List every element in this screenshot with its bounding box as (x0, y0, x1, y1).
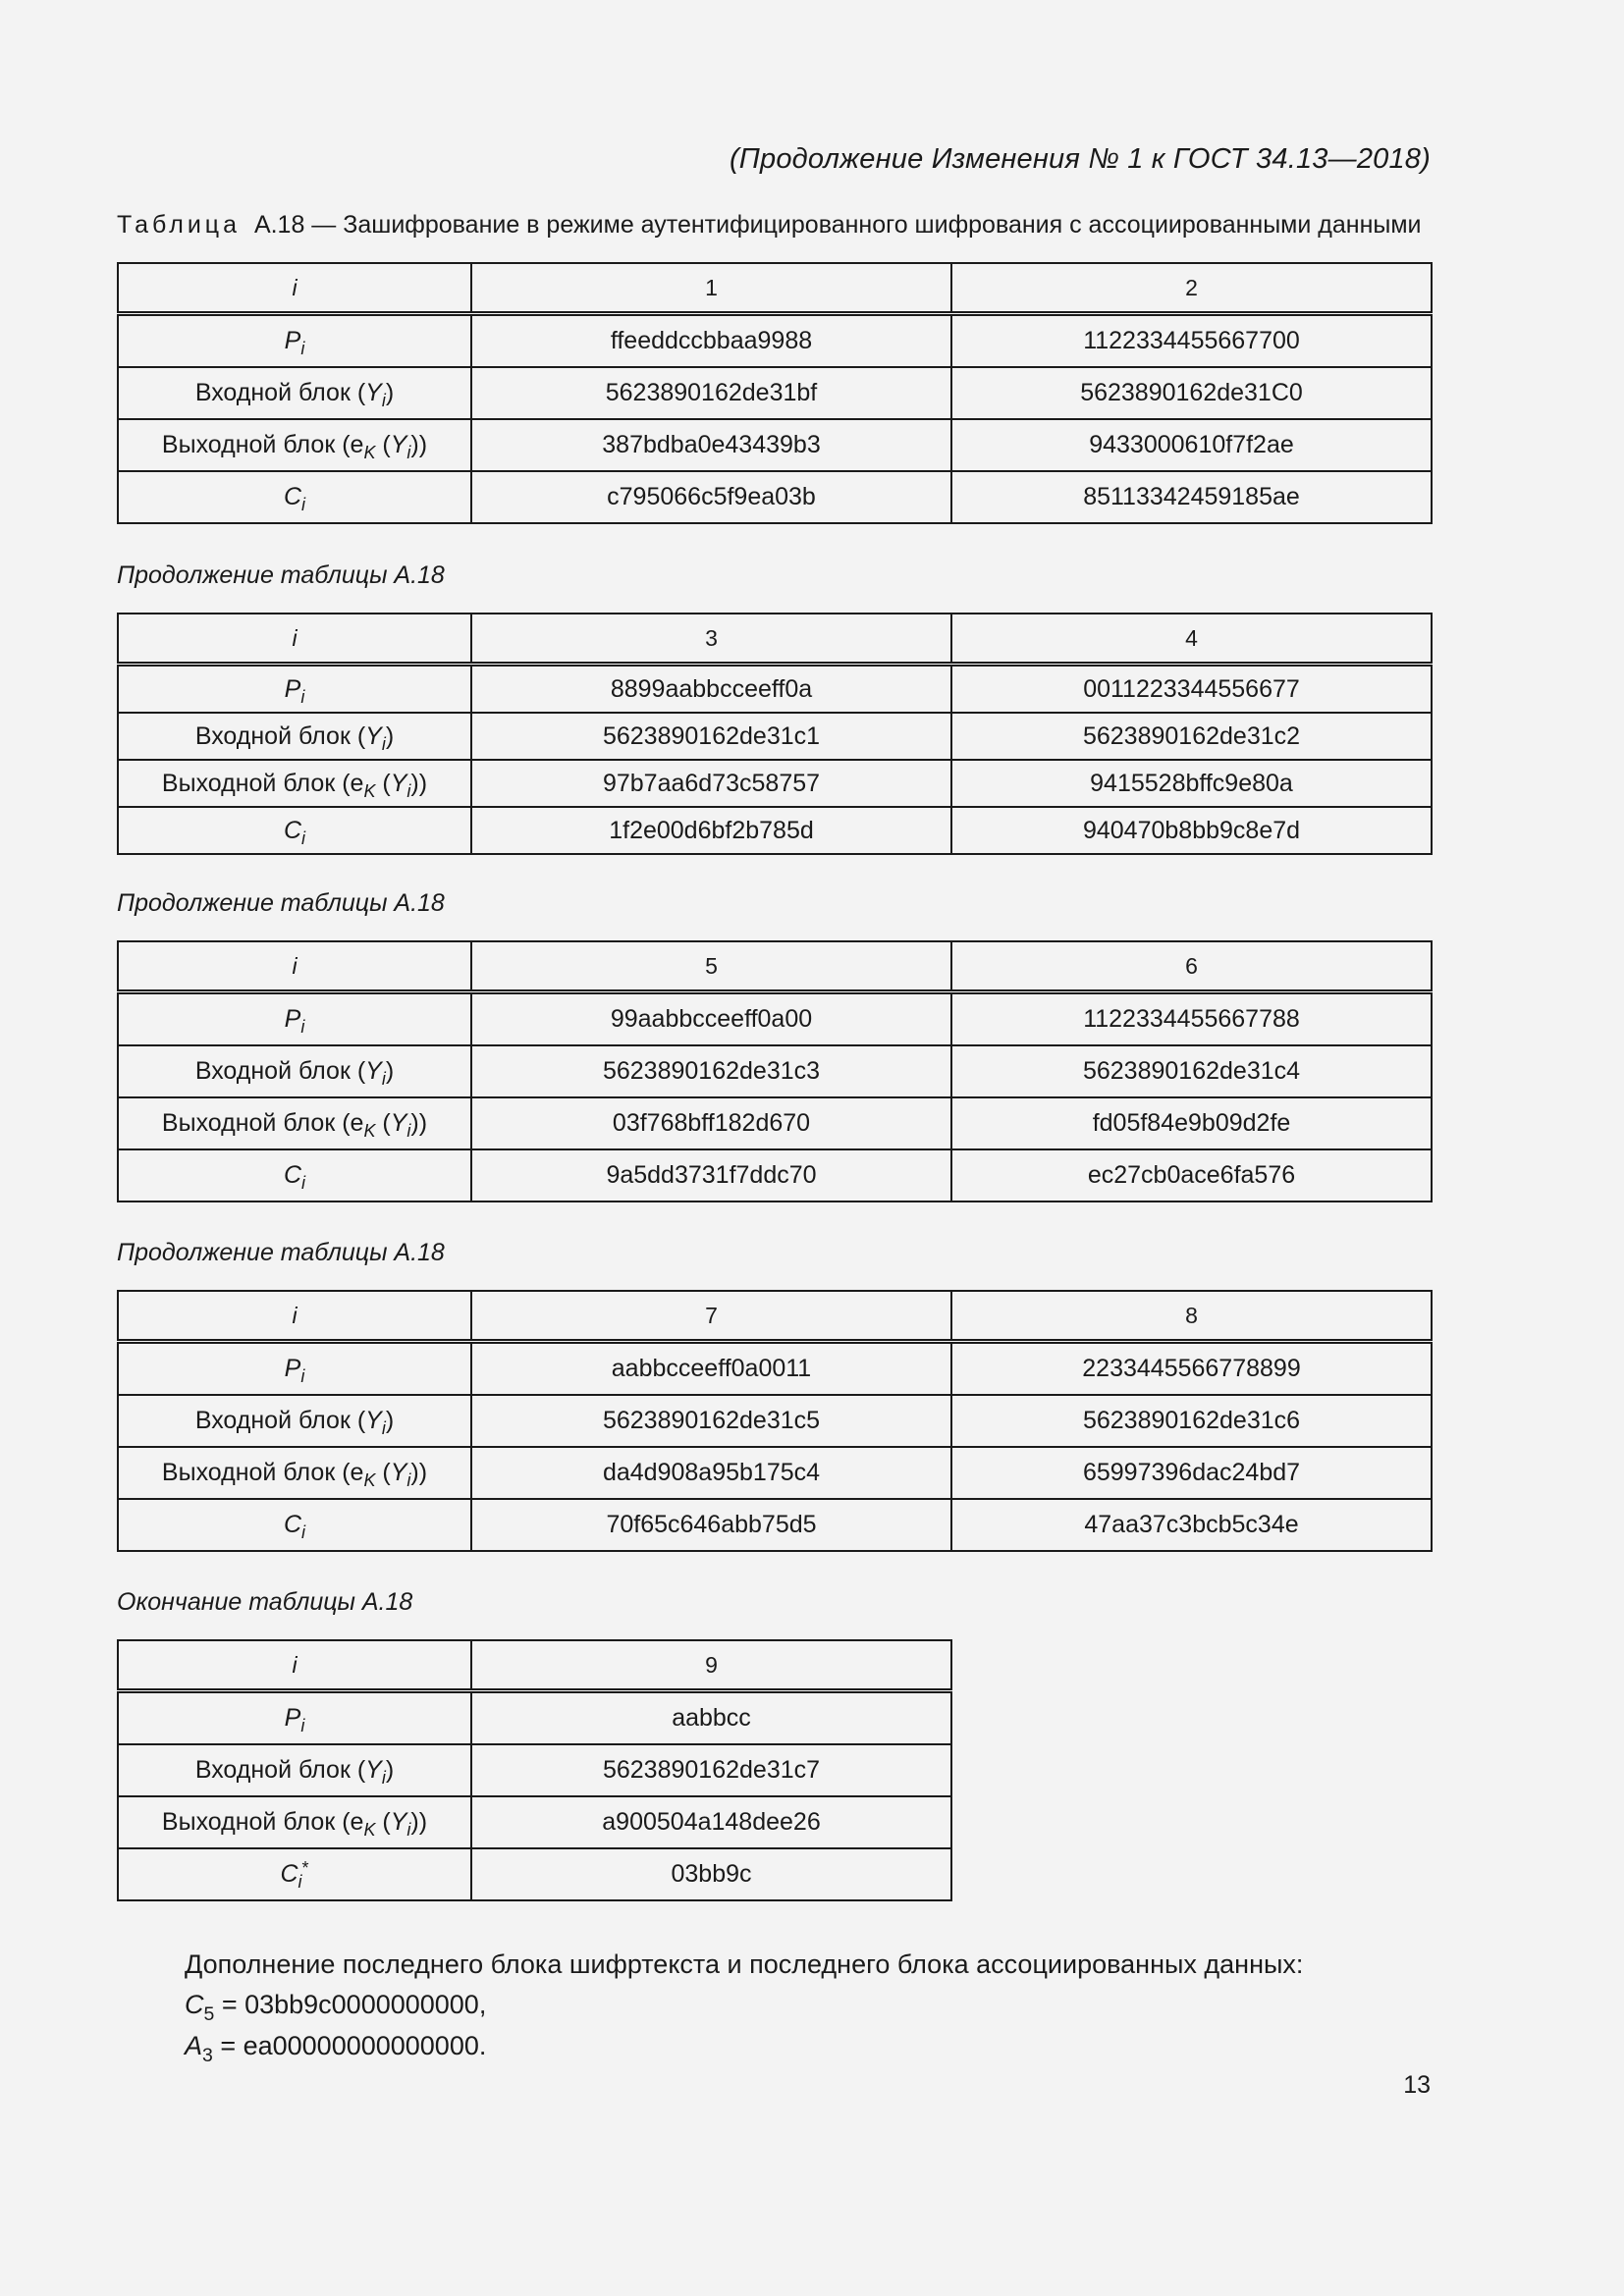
page-number: 13 (1403, 2071, 1431, 2099)
row-label-c: $C_i$ (118, 1499, 471, 1551)
row-label-p: $P_i$ (118, 1691, 471, 1745)
table-row-output (118, 1796, 951, 1848)
table-row-p (118, 1342, 1432, 1396)
table-cell: 03bb9c (471, 1848, 951, 1900)
page-header: (Продолжение Изменения № 1 к ГОСТ 34.13—2018) (729, 143, 1431, 175)
row-label-output: Выходной блок ($e_K$ $(Y_i)$) (118, 1447, 471, 1499)
continuation-caption: Продолжение таблицы А.18 (117, 889, 445, 917)
table-row-input (118, 1045, 1432, 1097)
row-label-p: $P_i$ (118, 665, 471, 714)
table-row-output (118, 1097, 1432, 1149)
table-header-row (118, 614, 1432, 665)
table-row-p (118, 314, 1432, 368)
table-cell: 5623890162de31C0 (951, 367, 1432, 419)
index-header: i (118, 1291, 471, 1342)
table-cell: 03f768bff182d670 (471, 1097, 951, 1149)
row-label-input: Входной блок $(Y_i)$ (118, 1045, 471, 1097)
table-row-input (118, 1744, 951, 1796)
data-table-5 (117, 1639, 952, 1901)
table-row-output (118, 419, 1432, 471)
table-cell: da4d908a95b175c4 (471, 1447, 951, 1499)
table-cell: c795066c5f9ea03b (471, 471, 951, 523)
row-label-output: Выходной блок ($e_K$ $(Y_i)$) (118, 1097, 471, 1149)
note-line-c5: $C_5 = 03bb9c0000000000$, (185, 1990, 487, 2025)
table-cell: 5623890162de31c2 (951, 713, 1432, 760)
continuation-caption: Продолжение таблицы А.18 (117, 1239, 445, 1266)
table-cell: 9433000610f7f2ae (951, 419, 1432, 471)
table-header-row (118, 941, 1432, 992)
row-label-input: Входной блок $(Y_i)$ (118, 1395, 471, 1447)
table-caption-text: А.18 — Зашифрование в режиме аутентифицированного шифрования с ассоциированными данными (253, 211, 1422, 239)
table-row-output (118, 760, 1432, 807)
table-row-output (118, 1447, 1432, 1499)
table-cell: 85113342459185ae (951, 471, 1432, 523)
column-header: 9 (471, 1640, 951, 1691)
row-label-output: Выходной блок ($e_K$ $(Y_i)$) (118, 419, 471, 471)
table-cell: 1f2e00d6bf2b785d (471, 807, 951, 854)
end-caption: Окончание таблицы А.18 (117, 1588, 413, 1616)
table-cell: 5623890162de31bf (471, 367, 951, 419)
table-caption-prefix: Таблица (117, 211, 242, 239)
row-label-p: $P_i$ (118, 314, 471, 368)
table-cell: 940470b8bb9c8e7d (951, 807, 1432, 854)
index-header: i (118, 1640, 471, 1691)
row-label-output: Выходной блок ($e_K$ $(Y_i)$) (118, 1796, 471, 1848)
table-cell: 9a5dd3731f7ddc70 (471, 1149, 951, 1201)
table-row-c (118, 1499, 1432, 1551)
table-cell: 0011223344556677 (951, 665, 1432, 714)
table-row-input (118, 713, 1432, 760)
column-header: 7 (471, 1291, 951, 1342)
table-caption (117, 211, 1422, 240)
table-row-c (118, 471, 1432, 523)
column-header: 3 (471, 614, 951, 665)
table-cell: ffeeddccbbaa9988 (471, 314, 951, 368)
table-cell: 5623890162de31c3 (471, 1045, 951, 1097)
column-header: 8 (951, 1291, 1432, 1342)
data-table-1 (117, 262, 1433, 524)
table-cell: 47aa37c3bcb5c34e (951, 1499, 1432, 1551)
note-line-a3: $A_3 = ea00000000000000$. (185, 2031, 487, 2066)
table-row-p (118, 1691, 951, 1745)
table-header-row (118, 1640, 951, 1691)
table-row-c (118, 1149, 1432, 1201)
row-label-input: Входной блок $(Y_i)$ (118, 1744, 471, 1796)
row-label-p: $P_i$ (118, 992, 471, 1046)
index-header: i (118, 263, 471, 314)
data-table-2 (117, 613, 1433, 855)
table-cell: 5623890162de31c4 (951, 1045, 1432, 1097)
column-header: 5 (471, 941, 951, 992)
data-table-3 (117, 940, 1433, 1202)
column-header: 2 (951, 263, 1432, 314)
table-cell: aabbcceeff0a0011 (471, 1342, 951, 1396)
table-cell: 1122334455667700 (951, 314, 1432, 368)
table-cell: 99aabbcceeff0a00 (471, 992, 951, 1046)
table-cell: ec27cb0ace6fa576 (951, 1149, 1432, 1201)
table-cell: 5623890162de31c6 (951, 1395, 1432, 1447)
table-cell: 70f65c646abb75d5 (471, 1499, 951, 1551)
table-cell: 97b7aa6d73c58757 (471, 760, 951, 807)
table-cell: a900504a148dee26 (471, 1796, 951, 1848)
note-line-1: Дополнение последнего блока шифртекста и последнего блока ассоциированных данных: (185, 1949, 1304, 1979)
row-label-c: $C_i$ (118, 1149, 471, 1201)
table-cell: 65997396dac24bd7 (951, 1447, 1432, 1499)
column-header: 4 (951, 614, 1432, 665)
table-cell: 8899aabbcceeff0a (471, 665, 951, 714)
row-label-c: $C_i$ (118, 807, 471, 854)
table-row-c (118, 1848, 951, 1900)
table-cell: 5623890162de31c5 (471, 1395, 951, 1447)
table-cell: 387bdba0e43439b3 (471, 419, 951, 471)
table-cell: 9415528bffc9e80a (951, 760, 1432, 807)
row-label-input: Входной блок $(Y_i)$ (118, 713, 471, 760)
index-header: i (118, 941, 471, 992)
row-label-output: Выходной блок ($e_K$ $(Y_i)$) (118, 760, 471, 807)
row-label-input: Входной блок $(Y_i)$ (118, 367, 471, 419)
table-cell: 5623890162de31c1 (471, 713, 951, 760)
table-row-p (118, 992, 1432, 1046)
table-row-p (118, 665, 1432, 714)
row-label-c-star: $C_i^*$ (118, 1848, 471, 1900)
table-row-c (118, 807, 1432, 854)
table-header-row (118, 1291, 1432, 1342)
column-header: 6 (951, 941, 1432, 992)
table-cell: 1122334455667788 (951, 992, 1432, 1046)
table-cell: 2233445566778899 (951, 1342, 1432, 1396)
table-header-row (118, 263, 1432, 314)
table-row-input (118, 367, 1432, 419)
data-table-4 (117, 1290, 1433, 1552)
table-row-input (118, 1395, 1432, 1447)
column-header: 1 (471, 263, 951, 314)
index-header: i (118, 614, 471, 665)
table-cell: 5623890162de31c7 (471, 1744, 951, 1796)
continuation-caption: Продолжение таблицы А.18 (117, 561, 445, 589)
row-label-c: $C_i$ (118, 471, 471, 523)
table-cell: fd05f84e9b09d2fe (951, 1097, 1432, 1149)
table-cell: aabbcc (471, 1691, 951, 1745)
row-label-p: $P_i$ (118, 1342, 471, 1396)
